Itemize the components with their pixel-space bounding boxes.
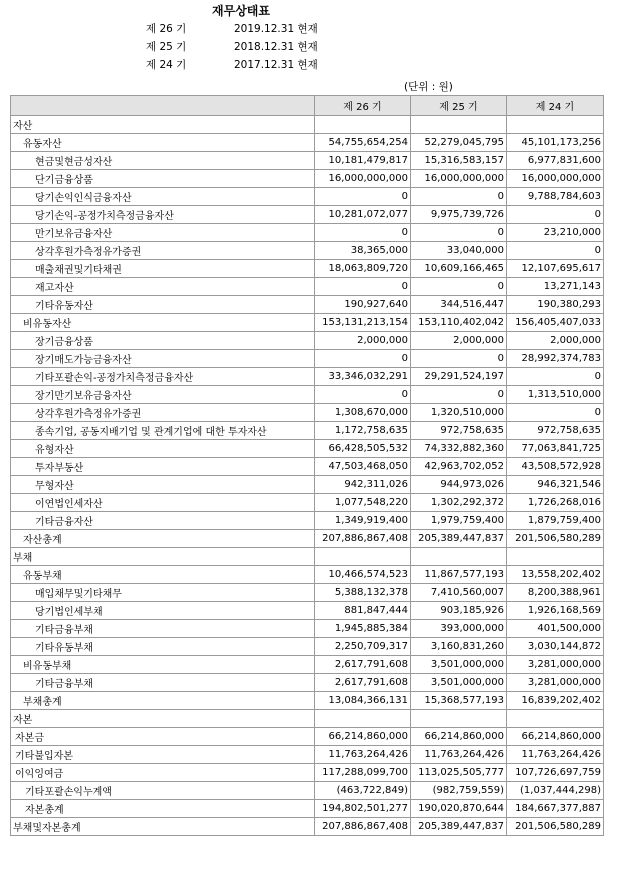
table-row (11, 800, 604, 818)
table-row (11, 584, 604, 602)
amount-cell: 881,847,444 (315, 602, 411, 620)
amount-cell: 11,763,264,426 (315, 746, 411, 764)
amount-cell: 3,501,000,000 (411, 674, 507, 692)
amount-cell: 1,349,919,400 (315, 512, 411, 530)
amount-cell: 184,667,377,887 (507, 800, 604, 818)
amount-cell: 1,926,168,569 (507, 602, 604, 620)
amount-cell: 16,000,000,000 (411, 170, 507, 188)
account-name: 기타금융부채 (11, 674, 315, 692)
account-name: 이연법인세자산 (11, 494, 315, 512)
account-name: 비유동자산 (11, 314, 315, 332)
amount-cell: 0 (315, 350, 411, 368)
amount-cell: 9,975,739,726 (411, 206, 507, 224)
amount-cell: 1,320,510,000 (411, 404, 507, 422)
period-label: 제 25 기 (146, 41, 187, 53)
account-name: 장기금융상품 (11, 332, 315, 350)
table-row (11, 224, 604, 242)
amount-cell: 0 (315, 386, 411, 404)
amount-cell: 190,020,870,644 (411, 800, 507, 818)
amount-cell: 0 (315, 224, 411, 242)
amount-cell: 2,000,000 (411, 332, 507, 350)
account-name: 기타금융부채 (11, 620, 315, 638)
table-row (11, 386, 604, 404)
amount-cell (507, 116, 604, 134)
account-name: 유형자산 (11, 440, 315, 458)
amount-cell: 190,380,293 (507, 296, 604, 314)
amount-cell (507, 548, 604, 566)
amount-cell: 3,501,000,000 (411, 656, 507, 674)
account-name: 당기손익인식금융자산 (11, 188, 315, 206)
amount-cell: 194,802,501,277 (315, 800, 411, 818)
account-name: 자산총계 (11, 530, 315, 548)
table-row (11, 188, 604, 206)
period-date: 2017.12.31 현재 (234, 59, 318, 71)
amount-cell: 113,025,505,777 (411, 764, 507, 782)
table-row (11, 152, 604, 170)
amount-cell: 2,250,709,317 (315, 638, 411, 656)
period-date: 2019.12.31 현재 (234, 23, 318, 35)
table-row (11, 620, 604, 638)
amount-cell: 2,617,791,608 (315, 674, 411, 692)
amount-cell: 1,945,885,384 (315, 620, 411, 638)
amount-cell: 1,726,268,016 (507, 494, 604, 512)
amount-cell (507, 710, 604, 728)
amount-cell: 10,609,166,465 (411, 260, 507, 278)
amount-cell: 942,311,026 (315, 476, 411, 494)
amount-cell: 10,181,479,817 (315, 152, 411, 170)
amount-cell: 13,084,366,131 (315, 692, 411, 710)
amount-cell: 153,110,402,042 (411, 314, 507, 332)
amount-cell: 156,405,407,033 (507, 314, 604, 332)
amount-cell: 6,977,831,600 (507, 152, 604, 170)
amount-cell: 13,558,202,402 (507, 566, 604, 584)
amount-cell: 7,410,560,007 (411, 584, 507, 602)
amount-cell: 15,368,577,193 (411, 692, 507, 710)
amount-cell: 3,030,144,872 (507, 638, 604, 656)
period-date: 2018.12.31 현재 (234, 41, 318, 53)
period-label: 제 24 기 (146, 59, 187, 71)
account-name: 기타포괄손익-공정가치측정금융자산 (11, 368, 315, 386)
amount-cell: 66,214,860,000 (411, 728, 507, 746)
amount-cell: 11,763,264,426 (507, 746, 604, 764)
account-name: 투자부동산 (11, 458, 315, 476)
amount-cell: 2,000,000 (315, 332, 411, 350)
amount-cell: 2,000,000 (507, 332, 604, 350)
table-row (11, 440, 604, 458)
amount-cell: 18,063,809,720 (315, 260, 411, 278)
table-row (11, 314, 604, 332)
amount-cell: 205,389,447,837 (411, 530, 507, 548)
amount-cell: 33,346,032,291 (315, 368, 411, 386)
amount-cell: 946,321,546 (507, 476, 604, 494)
table-row (11, 458, 604, 476)
amount-cell: 42,963,702,052 (411, 458, 507, 476)
amount-cell: (1,037,444,298) (507, 782, 604, 800)
amount-cell (315, 710, 411, 728)
amount-cell: 77,063,841,725 (507, 440, 604, 458)
table-row (11, 134, 604, 152)
table-row (11, 476, 604, 494)
account-name: 부채총계 (11, 692, 315, 710)
amount-cell: 0 (507, 368, 604, 386)
amount-cell: 9,788,784,603 (507, 188, 604, 206)
amount-cell: 207,886,867,408 (315, 818, 411, 836)
amount-cell: 972,758,635 (507, 422, 604, 440)
amount-cell: 3,281,000,000 (507, 674, 604, 692)
table-row (11, 602, 604, 620)
amount-cell: 117,288,099,700 (315, 764, 411, 782)
amount-cell: 45,101,173,256 (507, 134, 604, 152)
amount-cell: 1,302,292,372 (411, 494, 507, 512)
account-name: 기타포괄손익누계액 (11, 782, 315, 800)
account-name: 현금및현금성자산 (11, 152, 315, 170)
table-row (11, 368, 604, 386)
table-row (11, 566, 604, 584)
table-row (11, 116, 604, 134)
header-period-25: 제 25 기 (411, 96, 507, 116)
amount-cell: 74,332,882,360 (411, 440, 507, 458)
amount-cell: 38,365,000 (315, 242, 411, 260)
amount-cell: 2,617,791,608 (315, 656, 411, 674)
account-name: 유동부채 (11, 566, 315, 584)
table-row (11, 404, 604, 422)
amount-cell (315, 116, 411, 134)
amount-cell: (463,722,849) (315, 782, 411, 800)
table-row (11, 332, 604, 350)
amount-cell: 944,973,026 (411, 476, 507, 494)
amount-cell: 0 (411, 386, 507, 404)
amount-cell: 0 (411, 224, 507, 242)
account-name: 상각후원가측정유가증권 (11, 404, 315, 422)
amount-cell: 401,500,000 (507, 620, 604, 638)
account-name: 자본금 (11, 728, 315, 746)
amount-cell: 903,185,926 (411, 602, 507, 620)
amount-cell: 201,506,580,289 (507, 818, 604, 836)
amount-cell: 11,867,577,193 (411, 566, 507, 584)
account-name: 자산 (11, 116, 315, 134)
amount-cell: 23,210,000 (507, 224, 604, 242)
account-name: 장기만기보유금융자산 (11, 386, 315, 404)
amount-cell: 190,927,640 (315, 296, 411, 314)
amount-cell: 0 (507, 242, 604, 260)
amount-cell: 66,214,860,000 (507, 728, 604, 746)
account-name: 기타금융자산 (11, 512, 315, 530)
amount-cell: 47,503,468,050 (315, 458, 411, 476)
account-name: 상각후원가측정유가증권 (11, 242, 315, 260)
account-name: 기타불입자본 (11, 746, 315, 764)
amount-cell: 16,000,000,000 (315, 170, 411, 188)
account-name: 기타유동자산 (11, 296, 315, 314)
header-account (11, 96, 315, 116)
amount-cell: 52,279,045,795 (411, 134, 507, 152)
account-name: 자본총계 (11, 800, 315, 818)
account-name: 비유동부채 (11, 656, 315, 674)
amount-cell: 0 (411, 350, 507, 368)
account-name: 당기손익-공정가치측정금융자산 (11, 206, 315, 224)
amount-cell: 5,388,132,378 (315, 584, 411, 602)
account-name: 부채및자본총계 (11, 818, 315, 836)
period-row (146, 40, 318, 58)
period-label: 제 26 기 (146, 23, 187, 35)
amount-cell: 0 (507, 206, 604, 224)
amount-cell: 1,979,759,400 (411, 512, 507, 530)
table-row (11, 350, 604, 368)
amount-cell: 15,316,583,157 (411, 152, 507, 170)
amount-cell: 393,000,000 (411, 620, 507, 638)
header-period-24: 제 24 기 (507, 96, 604, 116)
table-body (11, 116, 604, 836)
amount-cell: 16,839,202,402 (507, 692, 604, 710)
amount-cell: 16,000,000,000 (507, 170, 604, 188)
amount-cell: 28,992,374,783 (507, 350, 604, 368)
table-row (11, 206, 604, 224)
amount-cell: 0 (411, 188, 507, 206)
amount-cell: 8,200,388,961 (507, 584, 604, 602)
amount-cell: 107,726,697,759 (507, 764, 604, 782)
amount-cell: 13,271,143 (507, 278, 604, 296)
account-name: 종속기업, 공동지배기업 및 관계기업에 대한 투자자산 (11, 422, 315, 440)
table-row (11, 170, 604, 188)
amount-cell: 66,214,860,000 (315, 728, 411, 746)
amount-cell: 66,428,505,532 (315, 440, 411, 458)
amount-cell: 207,886,867,408 (315, 530, 411, 548)
account-name: 기타유동부채 (11, 638, 315, 656)
amount-cell: 11,763,264,426 (411, 746, 507, 764)
amount-cell: 12,107,695,617 (507, 260, 604, 278)
amount-cell: 205,389,447,837 (411, 818, 507, 836)
amount-cell (411, 548, 507, 566)
table-row (11, 728, 604, 746)
table-row (11, 494, 604, 512)
amount-cell (315, 548, 411, 566)
amount-cell: 3,281,000,000 (507, 656, 604, 674)
amount-cell: 1,313,510,000 (507, 386, 604, 404)
table-row (11, 296, 604, 314)
account-name: 이익잉여금 (11, 764, 315, 782)
amount-cell: 0 (315, 278, 411, 296)
document-title: 재무상태표 (212, 4, 270, 18)
amount-cell: 1,077,548,220 (315, 494, 411, 512)
table-row (11, 422, 604, 440)
account-name: 당기법인세부채 (11, 602, 315, 620)
account-name: 재고자산 (11, 278, 315, 296)
account-name: 매입채무및기타채무 (11, 584, 315, 602)
header-period-26: 제 26 기 (315, 96, 411, 116)
account-name: 만기보유금융자산 (11, 224, 315, 242)
table-row (11, 530, 604, 548)
table-row (11, 512, 604, 530)
period-row (146, 58, 318, 76)
amount-cell: 29,291,524,197 (411, 368, 507, 386)
amount-cell (411, 710, 507, 728)
period-row (146, 22, 318, 40)
amount-cell: 0 (315, 188, 411, 206)
amount-cell: 201,506,580,289 (507, 530, 604, 548)
amount-cell: (982,759,559) (411, 782, 507, 800)
amount-cell: 1,308,670,000 (315, 404, 411, 422)
amount-cell: 33,040,000 (411, 242, 507, 260)
account-name: 장기매도가능금융자산 (11, 350, 315, 368)
account-name: 단기금융상품 (11, 170, 315, 188)
account-name: 부채 (11, 548, 315, 566)
table-header-row (11, 96, 604, 116)
account-name: 자본 (11, 710, 315, 728)
amount-cell: 972,758,635 (411, 422, 507, 440)
table-row (11, 818, 604, 836)
amount-cell: 3,160,831,260 (411, 638, 507, 656)
table-row (11, 692, 604, 710)
amount-cell: 1,172,758,635 (315, 422, 411, 440)
table-row (11, 260, 604, 278)
unit-label: (단위 : 원) (404, 81, 453, 93)
amount-cell: 10,466,574,523 (315, 566, 411, 584)
amount-cell: 43,508,572,928 (507, 458, 604, 476)
amount-cell: 54,755,654,254 (315, 134, 411, 152)
account-name: 무형자산 (11, 476, 315, 494)
amount-cell (411, 116, 507, 134)
table-row (11, 746, 604, 764)
balance-sheet-table (10, 95, 604, 836)
table-row (11, 782, 604, 800)
table-row (11, 764, 604, 782)
amount-cell: 10,281,072,077 (315, 206, 411, 224)
table-row (11, 638, 604, 656)
table-row (11, 710, 604, 728)
table-row (11, 242, 604, 260)
table-row (11, 674, 604, 692)
amount-cell: 0 (411, 278, 507, 296)
table-row (11, 656, 604, 674)
amount-cell: 0 (507, 404, 604, 422)
table-row (11, 548, 604, 566)
account-name: 유동자산 (11, 134, 315, 152)
table-row (11, 278, 604, 296)
amount-cell: 344,516,447 (411, 296, 507, 314)
amount-cell: 1,879,759,400 (507, 512, 604, 530)
period-list (146, 22, 318, 76)
account-name: 매출채권및기타채권 (11, 260, 315, 278)
amount-cell: 153,131,213,154 (315, 314, 411, 332)
